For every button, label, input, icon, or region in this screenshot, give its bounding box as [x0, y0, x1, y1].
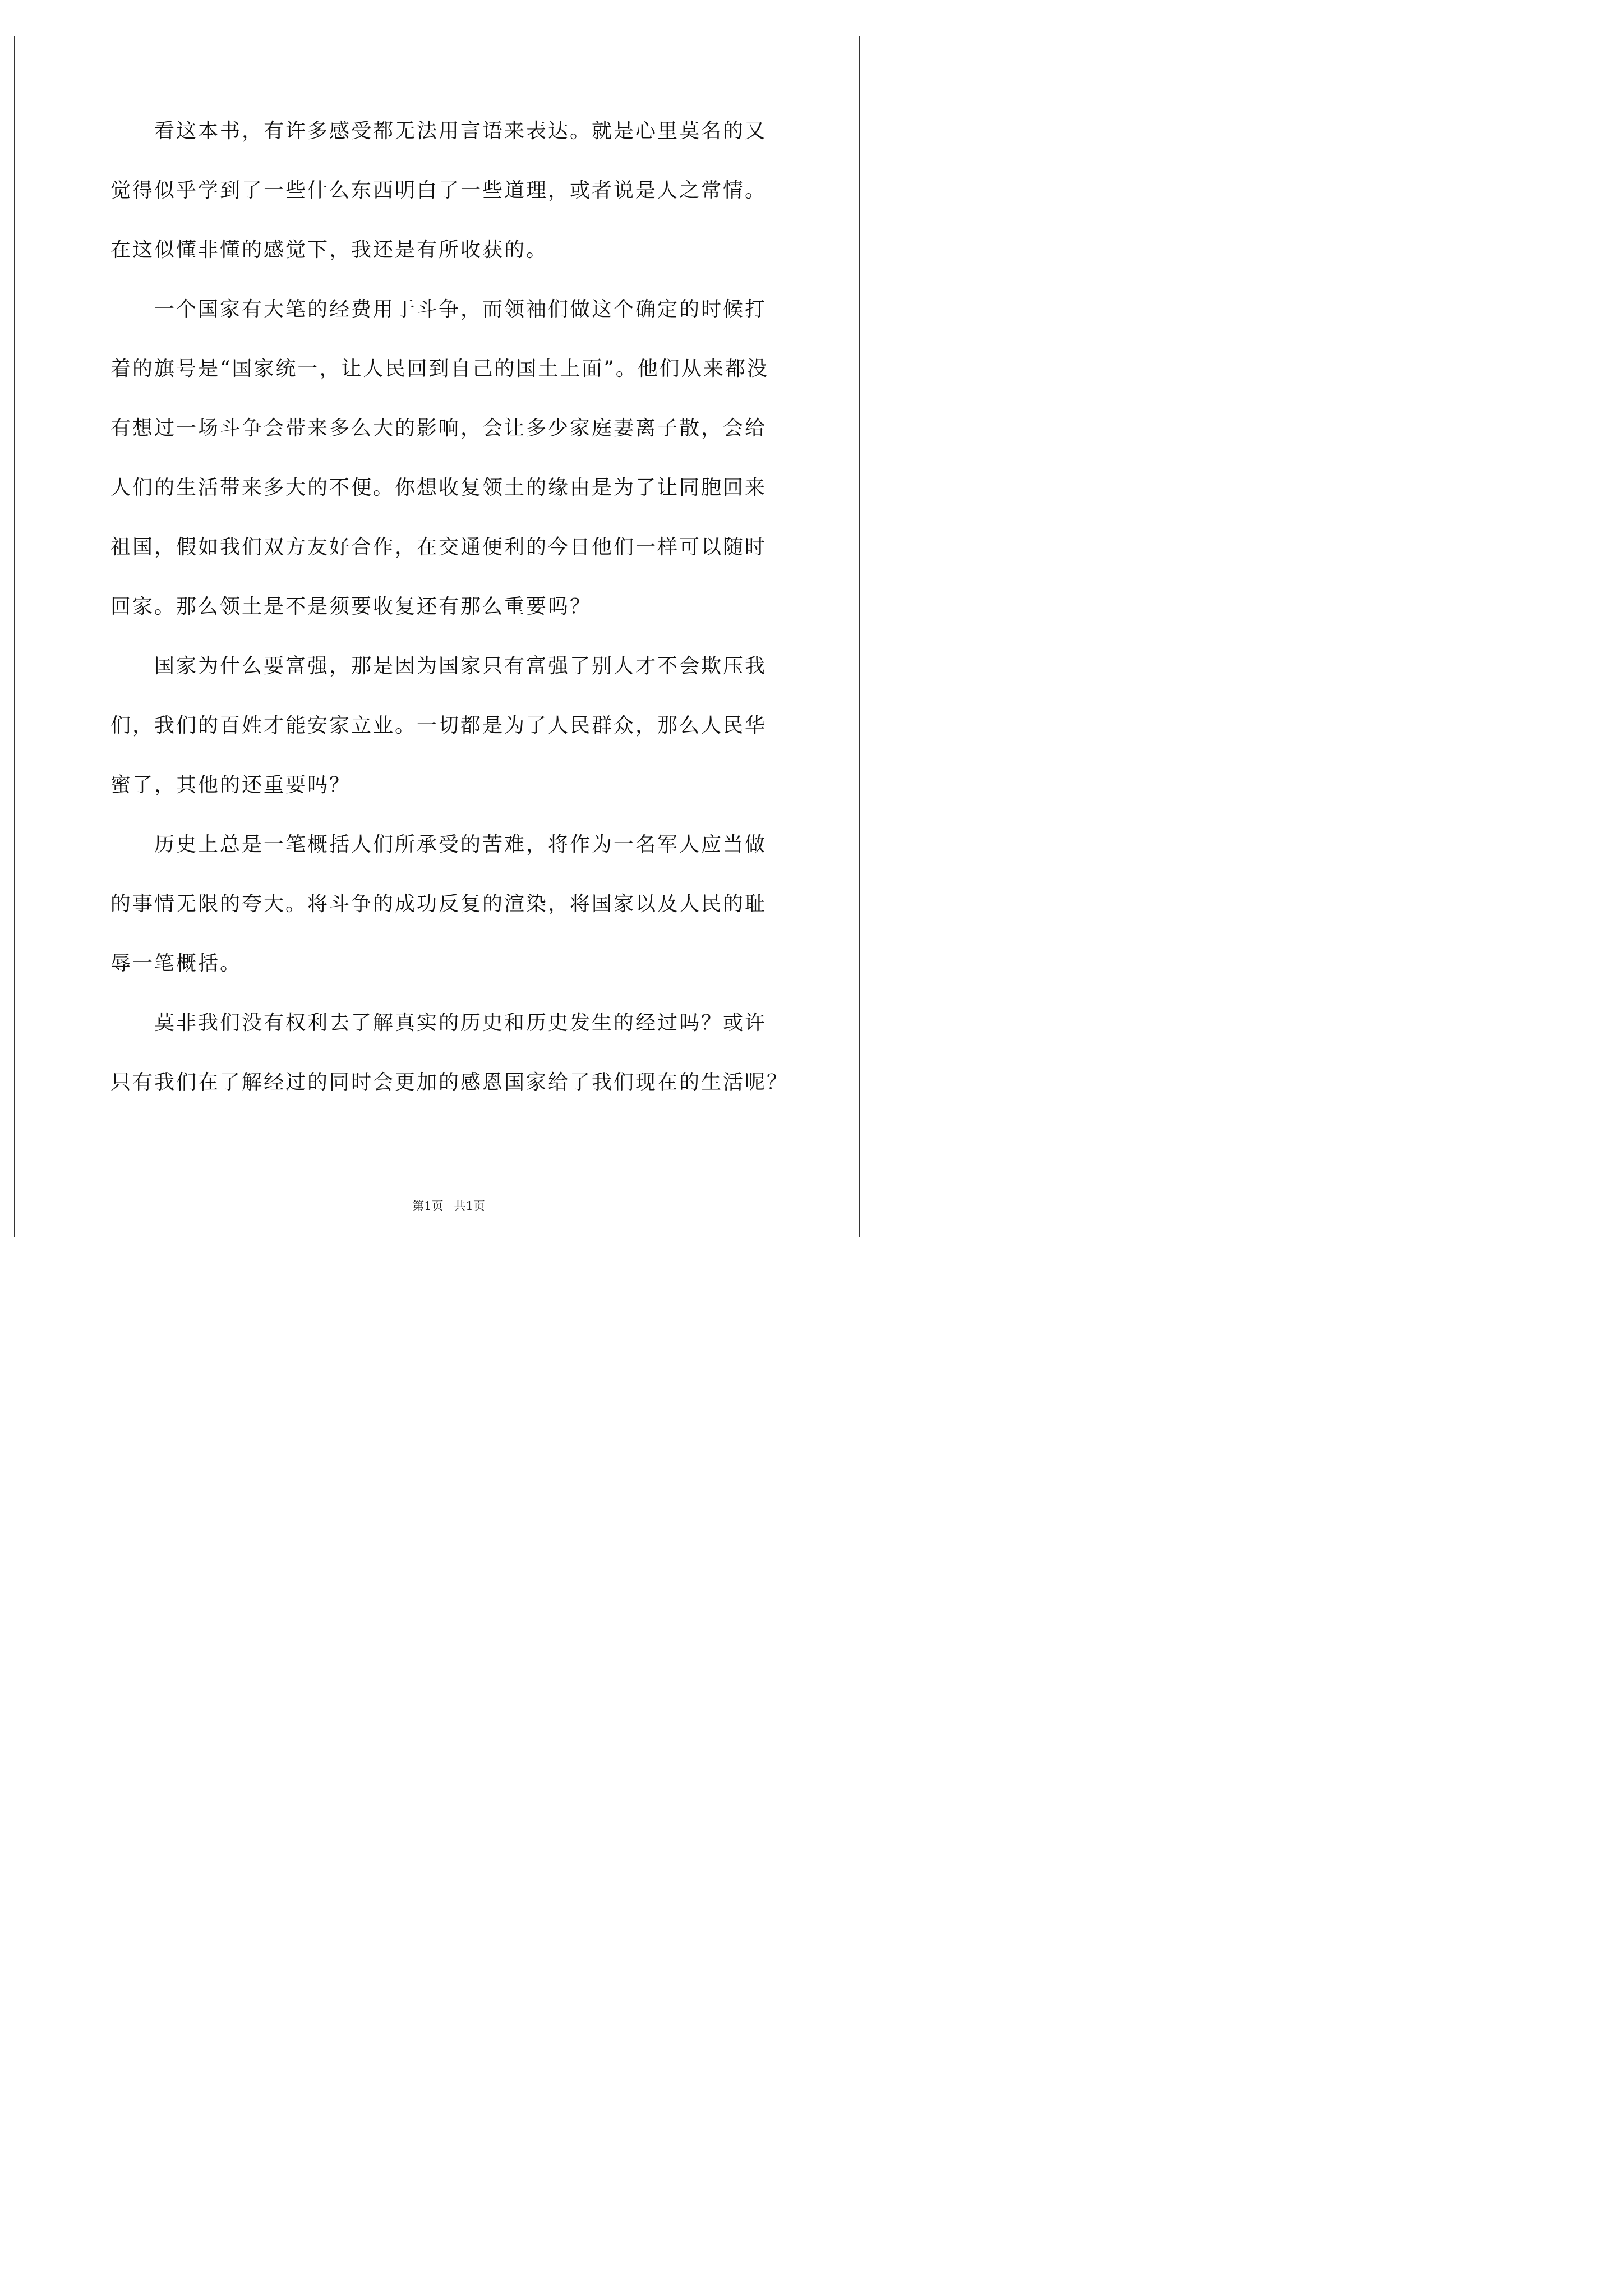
paragraph-5 — [110, 1008, 791, 1097]
paragraph-3 — [110, 651, 791, 800]
page-total: 共1页 — [454, 1199, 485, 1213]
paragraph-line: 人们的生活带来多大的不便。你想收复领土的缘由是为了让同胞回来 — [110, 476, 767, 499]
paragraph-1 — [110, 116, 791, 265]
page-footer — [0, 1197, 897, 1214]
paragraph-line: 有想过一场斗争会带来多么大的影响，会让多少家庭妻离子散，会给 — [110, 417, 767, 440]
paragraph-2 — [110, 295, 791, 622]
paragraph-line: 辱一笔概括。 — [110, 952, 242, 975]
paragraph-line: 的事情无限的夸大。将斗争的成功反复的渲染，将国家以及人民的耻 — [110, 892, 767, 915]
paragraph-line: 在这似懂非懂的感觉下，我还是有所收获的。 — [110, 238, 548, 261]
paragraph-line: 一个国家有大笔的经费用于斗争，而领袖们做这个确定的时候打 — [154, 298, 767, 321]
paragraph-line: 看这本书，有许多感受都无法用言语来表达。就是心里莫名的又 — [154, 119, 767, 142]
paragraph-line: 觉得似乎学到了一些什么东西明白了一些道理，或者说是人之常情。 — [110, 179, 767, 202]
paragraph-line: 蜜了，其他的还重要吗？ — [110, 774, 352, 797]
page-number: 第1页 — [412, 1199, 444, 1213]
paragraph-line: 历史上总是一笔概括人们所承受的苦难，将作为一名军人应当做 — [154, 833, 767, 856]
paragraph-line: 国家为什么要富强，那是因为国家只有富强了别人才不会欺压我 — [154, 655, 767, 678]
paragraph-line: 回家。那么领土是不是须要收复还有那么重要吗？ — [110, 595, 592, 618]
paragraph-line: 莫非我们没有权利去了解真实的历史和历史发生的经过吗？或许 — [154, 1011, 767, 1034]
paragraph-line: 们，我们的百姓才能安家立业。一切都是为了人民群众，那么人民华 — [110, 714, 767, 737]
paragraph-line: 祖国，假如我们双方友好合作，在交通便利的今日他们一样可以随时 — [110, 536, 767, 559]
paragraph-4 — [110, 830, 791, 978]
paragraph-line: 着的旗号是“国家统一，让人民回到自己的国土上面”。他们从来都没 — [110, 357, 769, 380]
document-body — [110, 116, 791, 1127]
paragraph-line: 只有我们在了解经过的同时会更加的感恩国家给了我们现在的生活呢？ — [110, 1071, 789, 1094]
